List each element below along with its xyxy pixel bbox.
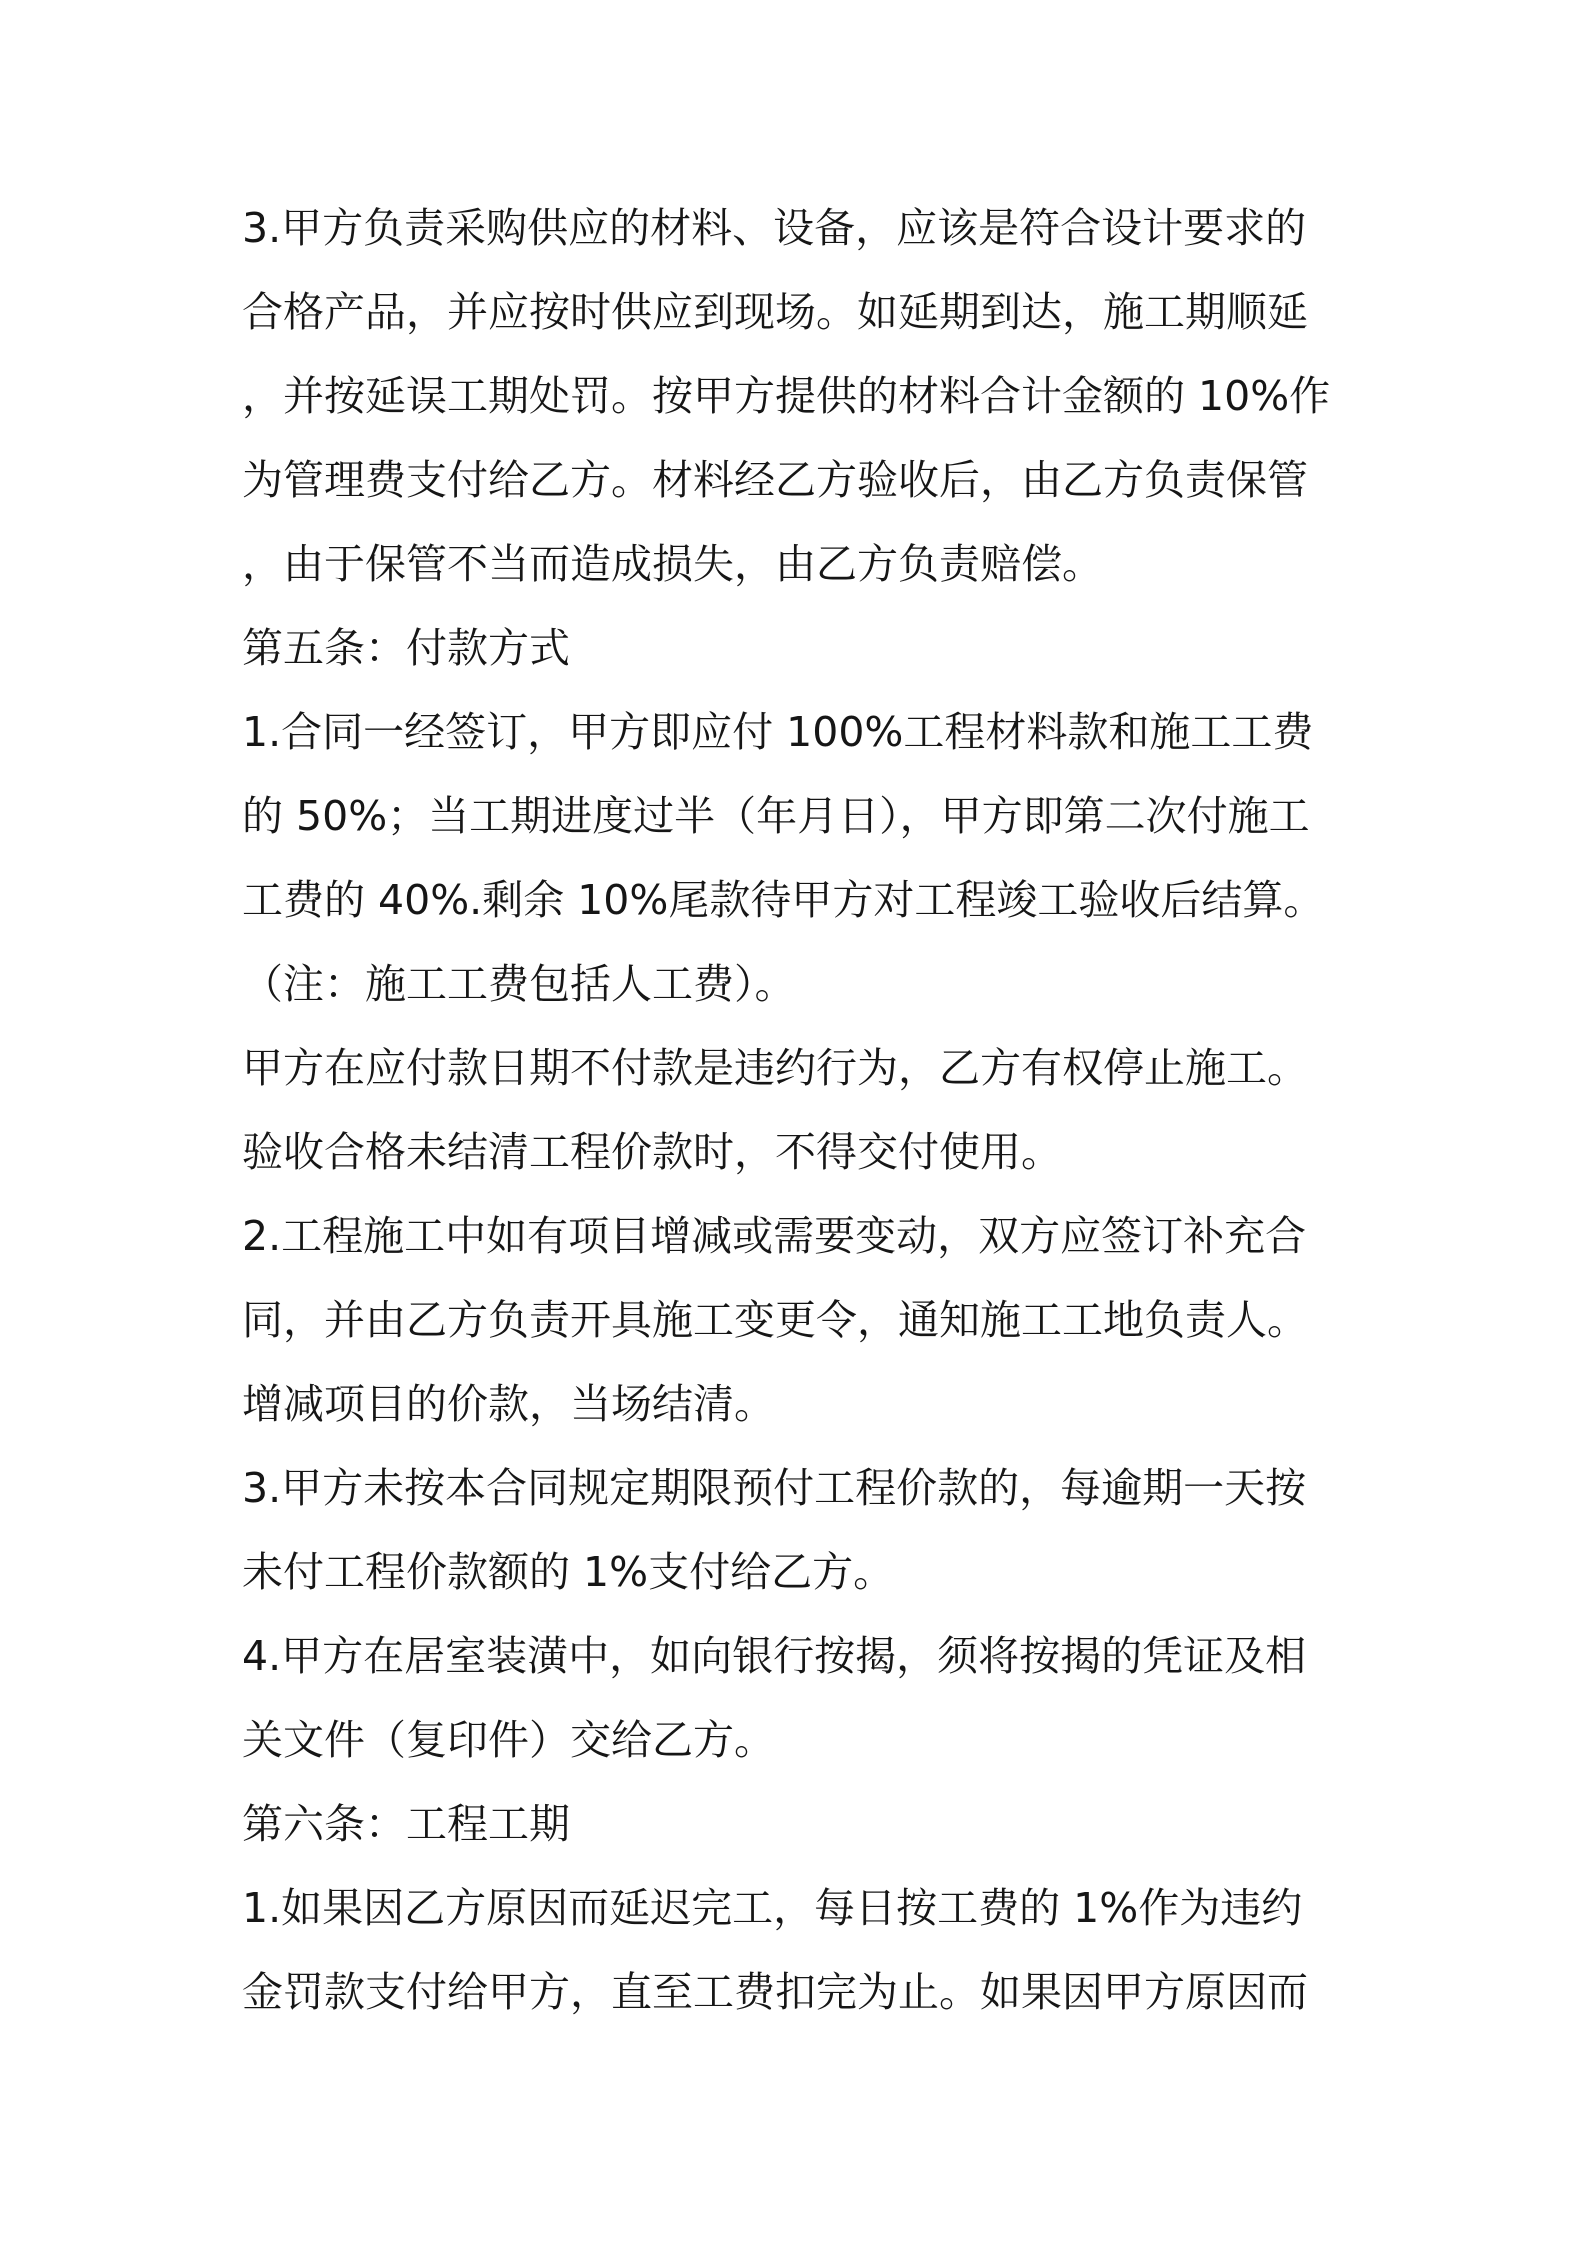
text-line: 1.如果因乙方原因而延迟完工，每日按工费的 1%作为违约 xyxy=(242,1884,1303,1932)
text-line: 关文件（复印件）交给乙方。 xyxy=(242,1716,775,1764)
text-line: 1.合同一经签订，甲方即应付 100%工程材料款和施工工费 xyxy=(242,708,1314,756)
text-line: 3.甲方未按本合同规定期限预付工程价款的，每逾期一天按 xyxy=(242,1464,1307,1512)
text-line: 为管理费支付给乙方。材料经乙方验收后，由乙方负责保管 xyxy=(242,456,1308,504)
text-line: 同，并由乙方负责开具施工变更令，通知施工工地负责人。 xyxy=(242,1296,1308,1344)
text-line: 的 50%；当工期进度过半（年月日），甲方即第二次付施工 xyxy=(242,792,1310,840)
document-body xyxy=(242,186,1362,2034)
text-line: ，并按延误工期处罚。按甲方提供的材料合计金额的 10%作 xyxy=(242,372,1331,420)
text-line: 3.甲方负责采购供应的材料、设备，应该是符合设计要求的 xyxy=(242,204,1307,252)
text-line: 4.甲方在居室装潢中，如向银行按揭，须将按揭的凭证及相 xyxy=(242,1632,1307,1680)
text-line: 增减项目的价款，当场结清。 xyxy=(242,1380,775,1428)
text-line: 未付工程价款额的 1%支付给乙方。 xyxy=(242,1548,895,1596)
text-line: 金罚款支付给甲方，直至工费扣完为止。如果因甲方原因而 xyxy=(242,1968,1308,2016)
text-line: 甲方在应付款日期不付款是违约行为，乙方有权停止施工。 xyxy=(242,1044,1308,1092)
section-heading: 第六条：工程工期 xyxy=(242,1800,570,1848)
text-line: 合格产品，并应按时供应到现场。如延期到达，施工期顺延 xyxy=(242,288,1308,336)
section-heading: 第五条：付款方式 xyxy=(242,624,570,672)
text-line: 2.工程施工中如有项目增减或需要变动，双方应签订补充合 xyxy=(242,1212,1307,1260)
text-line: 工费的 40%.剩余 10%尾款待甲方对工程竣工验收后结算。 xyxy=(242,876,1325,924)
text-line: ，由于保管不当而造成损失，由乙方负责赔偿。 xyxy=(242,540,1103,588)
text-line: 验收合格未结清工程价款时，不得交付使用。 xyxy=(242,1128,1062,1176)
text-line: （注：施工工费包括人工费）。 xyxy=(242,960,796,1008)
